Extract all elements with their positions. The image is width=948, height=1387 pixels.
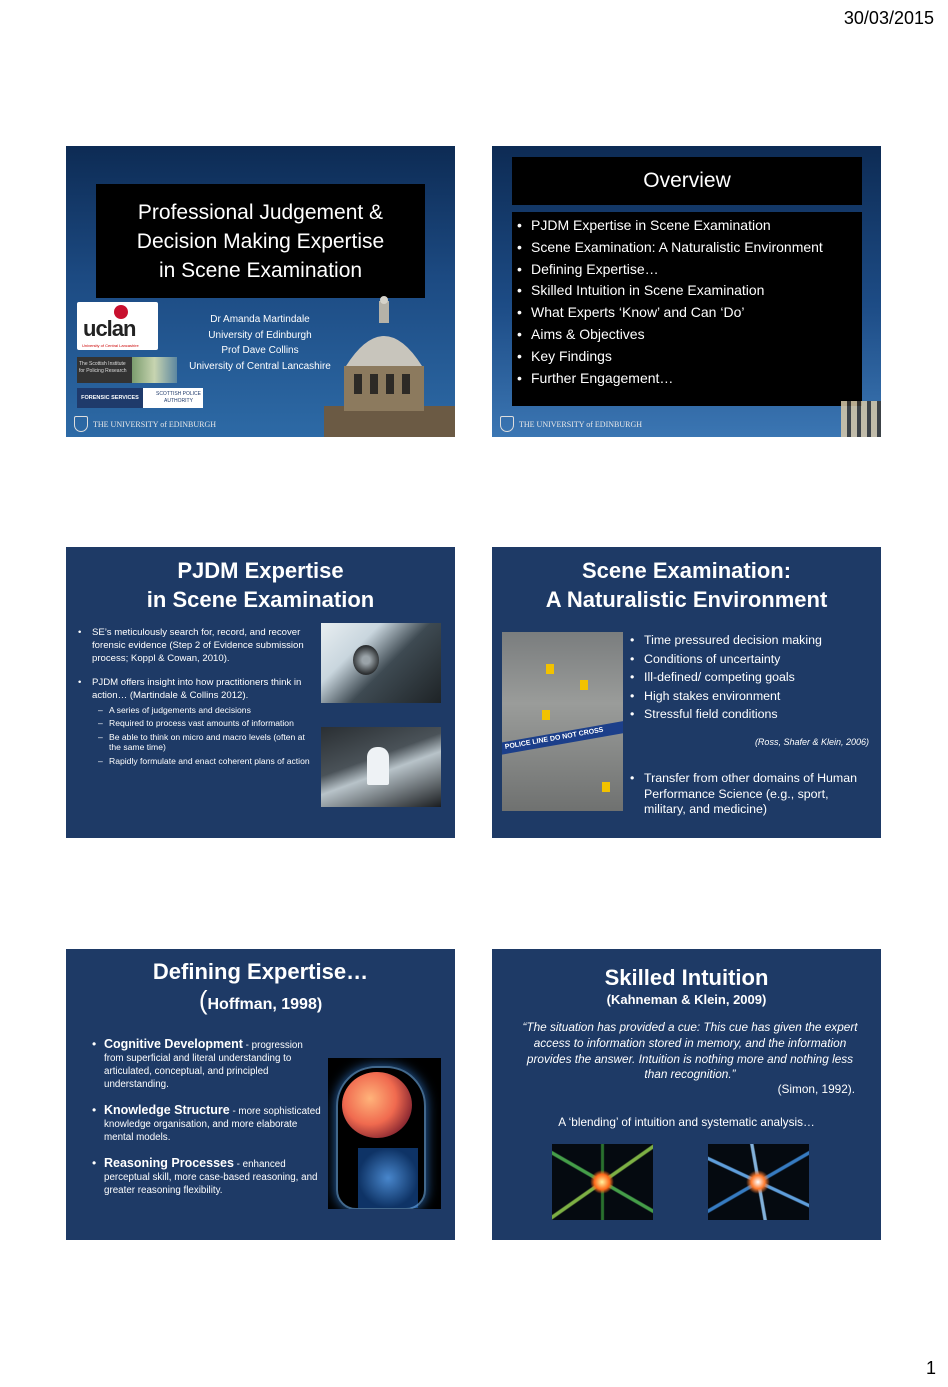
- slide-defining-expertise: [66, 949, 455, 1240]
- slide-heading: Scene Examination: A Naturalistic Environment: [545, 558, 828, 612]
- conditions-list: [627, 631, 877, 724]
- bullet-item: • SE’s meticulously search for, record, and recover forensic evidence (Step 2 of Evidence submission process; Koppl & Cowan, 2010).: [76, 627, 318, 665]
- neuron-image-blue: [708, 1144, 809, 1220]
- bullet-label: Reasoning Processes: [104, 1156, 234, 1170]
- uclan-logo: [77, 302, 158, 350]
- list-item: • Conditions of uncertainty: [627, 650, 877, 669]
- slide-heading: Overview: [512, 157, 862, 205]
- brain-illustration: [328, 1058, 441, 1209]
- slide-subheading: (Kahneman & Klein, 2009): [606, 992, 767, 1007]
- authors-block: [178, 312, 342, 374]
- author-line: Dr Amanda Martindale: [210, 314, 310, 325]
- page-number: 1: [925, 1358, 936, 1378]
- uclan-logo-subtext: University of Central Lancashire: [82, 343, 139, 348]
- sub-bullet-item: – Be able to think on micro and macro levels (often at the same time): [76, 732, 318, 753]
- bullet-item: [92, 1104, 322, 1144]
- list-item: • Ill-defined/ competing goals: [627, 668, 877, 687]
- subheading-citation: Hoffman, 1998): [207, 996, 323, 1013]
- author-line: Prof Dave Collins: [221, 345, 299, 356]
- quote-source: (Simon, 1992).: [777, 1082, 855, 1096]
- list-item: • Aims & Objectives: [516, 324, 862, 346]
- sub-bullet-item: – Rapidly formulate and enact coherent plans of action: [76, 756, 318, 767]
- bullet-text: - enhanced perceptual skill, more case-based reasoning, and greater reasoning flexibility.: [104, 1159, 318, 1196]
- uclan-logo-text: uclan: [83, 316, 136, 341]
- slide-naturalistic-environment: [492, 547, 881, 838]
- slide-body: [76, 627, 318, 769]
- list-item: • Stressful field conditions: [627, 705, 877, 724]
- slide-heading: Defining Expertise…: [152, 959, 369, 984]
- edinburgh-footer: [74, 416, 216, 432]
- evidence-marker: [542, 710, 550, 720]
- columns-image: [841, 401, 881, 437]
- page-date: 30/03/2015: [843, 8, 934, 28]
- bullet-text: - progression from superficial and literal understanding to articulated, conceptual, and principled understanding.: [104, 1040, 303, 1090]
- evidence-marker: [546, 664, 554, 674]
- university-crest-icon: [74, 416, 88, 432]
- slide-subheading: [66, 985, 455, 1016]
- list-item: • Further Engagement…: [516, 368, 862, 390]
- sipr-logo-graphic: [132, 357, 177, 383]
- citation: (Ross, Shafer & Klein, 2006): [754, 737, 869, 747]
- bullet-label: Knowledge Structure: [104, 1103, 230, 1117]
- author-line: University of Central Lancashire: [189, 360, 331, 372]
- sipr-logo-text: The Scottish Institute for Policing Research: [79, 361, 127, 374]
- subheading-paren: (: [198, 985, 208, 1015]
- sub-bullet-item: – Required to process vast amounts of information: [76, 718, 318, 729]
- police-tape: POLICE LINE DO NOT CROSS: [502, 716, 623, 756]
- edinburgh-footer-text: THE UNIVERSITY of EDINBURGH: [93, 419, 217, 429]
- crime-scene-photo: [502, 632, 623, 811]
- quote-text: “The situation has provided a cue: This cue has given the expert access to information stored in memory, and the information provides the answer. Intuition is nothing more and nothing less than recognition.”: [522, 1020, 858, 1082]
- edinburgh-footer-text: THE UNIVERSITY of EDINBURGH: [519, 419, 643, 429]
- list-item: • PJDM Expertise in Scene Examination: [516, 215, 862, 237]
- bullet-label: Cognitive Development: [104, 1037, 243, 1051]
- slide-heading: Skilled Intuition: [604, 965, 769, 990]
- slide-title: [66, 146, 455, 437]
- bullet-item: [92, 1038, 322, 1091]
- building-dome-image: [324, 296, 455, 437]
- list-item: • High stakes environment: [627, 687, 877, 706]
- neuron-core: [746, 1170, 770, 1194]
- bullet-item: • PJDM offers insight into how practitioners think in action… (Martindale & Collins 2012).: [76, 677, 318, 703]
- police-authority-text: SCOTTISH POLICE AUTHORITY: [155, 391, 201, 404]
- sipr-logo: [77, 357, 177, 383]
- slide-body: [92, 1038, 322, 1210]
- bullet-text: - more sophisticated knowledge organisation, and more elaborate mental models.: [104, 1106, 321, 1143]
- forensic-services-logo: [77, 388, 203, 408]
- fingerprint-dusting-photo: [321, 623, 441, 703]
- bullet-item: [92, 1157, 322, 1197]
- transfer-bullet: • Transfer from other domains of Human Performance Science (e.g., sport, military, and medicine): [627, 771, 872, 818]
- slide-overview: [492, 146, 881, 437]
- list-item: • Time pressured decision making: [627, 631, 877, 650]
- neuron-core: [590, 1170, 614, 1194]
- university-crest-icon: [500, 416, 514, 432]
- list-item: • Scene Examination: A Naturalistic Environment: [516, 237, 862, 259]
- title-box: [96, 184, 425, 298]
- author-line: University of Edinburgh: [208, 329, 312, 341]
- list-item: • What Experts ‘Know’ and Can ‘Do’: [516, 302, 862, 324]
- vehicle-examination-photo: [321, 727, 441, 807]
- neuron-image-green: [552, 1144, 653, 1220]
- slide-skilled-intuition: [492, 949, 881, 1240]
- slide-heading: PJDM Expertise in Scene Examination: [146, 558, 375, 612]
- edinburgh-footer: [500, 416, 642, 432]
- sub-bullet-item: – A series of judgements and decisions: [76, 705, 318, 716]
- list-item: • Skilled Intuition in Scene Examination: [516, 280, 862, 302]
- slide-pjdm-expertise: [66, 547, 455, 838]
- presentation-title: Professional Judgement & Decision Making Expertise in Scene Examination: [136, 200, 385, 282]
- evidence-marker: [602, 782, 610, 792]
- evidence-marker: [580, 680, 588, 690]
- overview-list: [512, 212, 862, 406]
- blending-text: A ‘blending’ of intuition and systematic analysis…: [558, 1115, 815, 1129]
- list-item: • Defining Expertise…: [516, 259, 862, 281]
- list-item: • Key Findings: [516, 346, 862, 368]
- forensic-services-text: FORENSIC SERVICES: [77, 388, 143, 408]
- skull-outline: [336, 1066, 426, 1209]
